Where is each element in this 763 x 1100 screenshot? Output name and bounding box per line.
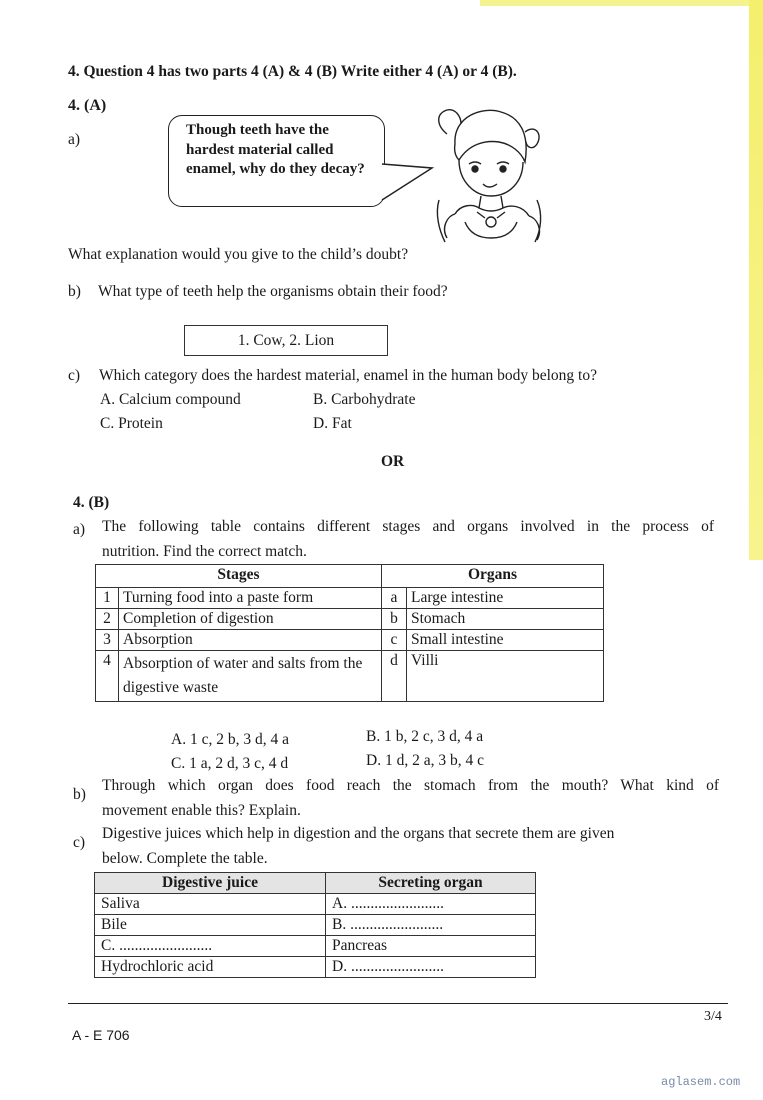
- stage-text: Completion of digestion: [119, 609, 382, 630]
- juice-cell: Bile: [95, 915, 326, 936]
- organ-text: Large intestine: [407, 588, 604, 609]
- juice-cell: Saliva: [95, 894, 326, 915]
- stage-text: Turning food into a paste form: [119, 588, 382, 609]
- match-option-d: D. 1 d, 2 a, 3 b, 4 c: [366, 752, 484, 769]
- part-a-c-question: Which category does the hardest material, enamel in the human body belong to?: [99, 367, 597, 384]
- part-b-b-line1: Through which organ does food reach the stomach from the mouth? What kind of: [102, 777, 719, 794]
- part-a-a-question: What explanation would you give to the child’s doubt?: [68, 246, 409, 263]
- juice-header: Digestive juice: [95, 873, 326, 894]
- option-b: B. Carbohydrate: [313, 391, 416, 408]
- organ-letter: b: [382, 609, 407, 630]
- table-row: [96, 630, 604, 651]
- organ-letter: a: [382, 588, 407, 609]
- part-b-c-marker: c): [73, 834, 86, 851]
- stages-organs-table: [95, 564, 604, 702]
- table-row: [95, 936, 536, 957]
- match-option-a: A. 1 c, 2 b, 3 d, 4 a: [171, 731, 289, 748]
- match-option-b: B. 1 b, 2 c, 3 d, 4 a: [366, 728, 484, 745]
- speech-bubble-text: Though teeth have the hardest material called enamel, why do they decay?: [186, 122, 365, 177]
- organ-letter: d: [382, 651, 407, 702]
- juice-cell: C. ........................: [95, 936, 326, 957]
- girl-illustration-icon: [425, 104, 555, 246]
- table-row: [96, 588, 604, 609]
- stage-number: 1: [96, 588, 119, 609]
- part-a-b-marker: b): [68, 283, 81, 300]
- part-b-a-question-line1: The following table contains different stages and organs involved in the process of: [102, 518, 714, 535]
- part-a-a-marker: a): [68, 131, 81, 148]
- part-a-label: 4. (A): [68, 97, 107, 114]
- table-row: [95, 957, 536, 978]
- organ-header: Secreting organ: [326, 873, 536, 894]
- match-option-c: C. 1 a, 2 d, 3 c, 4 d: [171, 755, 289, 772]
- watermark: aglasem.com: [661, 1075, 741, 1089]
- part-a-b-question: What type of teeth help the organisms obtain their food?: [98, 283, 448, 300]
- table-row: [95, 894, 536, 915]
- part-a-c-marker: c): [68, 367, 81, 384]
- page-number: 3/4: [704, 1009, 722, 1024]
- or-divider: OR: [381, 453, 405, 470]
- organ-text: Small intestine: [407, 630, 604, 651]
- part-b-c-line2: below. Complete the table.: [102, 850, 268, 867]
- option-d: D. Fat: [313, 415, 352, 432]
- digestive-juice-table: [94, 872, 536, 978]
- stage-number: 3: [96, 630, 119, 651]
- juice-cell: Hydrochloric acid: [95, 957, 326, 978]
- organs-header: Organs: [382, 565, 604, 588]
- footer-rule: [68, 1003, 728, 1004]
- table-row: [95, 915, 536, 936]
- part-b-a-marker: a): [73, 521, 86, 538]
- answer-box: 1. Cow, 2. Lion: [184, 325, 388, 356]
- table-row: [96, 609, 604, 630]
- organ-cell: B. ........................: [326, 915, 536, 936]
- stages-header: Stages: [96, 565, 382, 588]
- part-b-label: 4. (B): [73, 494, 110, 511]
- stage-number: 4: [96, 651, 119, 702]
- organ-cell: Pancreas: [326, 936, 536, 957]
- part-b-a-question-line2: nutrition. Find the correct match.: [102, 543, 307, 560]
- organ-letter: c: [382, 630, 407, 651]
- question-4-heading: 4. Question 4 has two parts 4 (A) & 4 (B) Write either 4 (A) or 4 (B).: [68, 63, 517, 80]
- organ-text: Villi: [407, 651, 604, 702]
- part-b-c-line1: Digestive juices which help in digestion and the organs that secrete them are given: [102, 825, 615, 842]
- stage-text: Absorption: [119, 630, 382, 651]
- option-a: A. Calcium compound: [100, 391, 241, 408]
- table-row: [96, 651, 604, 702]
- part-b-b-marker: b): [73, 786, 86, 803]
- stage-text: Absorption of water and salts from the digestive waste: [119, 651, 382, 702]
- organ-text: Stomach: [407, 609, 604, 630]
- paper-code: A - E 706: [72, 1027, 130, 1043]
- organ-cell: D. ........................: [326, 957, 536, 978]
- page-edge-highlight: [480, 0, 763, 6]
- option-c: C. Protein: [100, 415, 163, 432]
- part-b-b-line2: movement enable this? Explain.: [102, 802, 301, 819]
- organ-cell: A. ........................: [326, 894, 536, 915]
- page-edge-strip: [749, 0, 763, 560]
- stage-number: 2: [96, 609, 119, 630]
